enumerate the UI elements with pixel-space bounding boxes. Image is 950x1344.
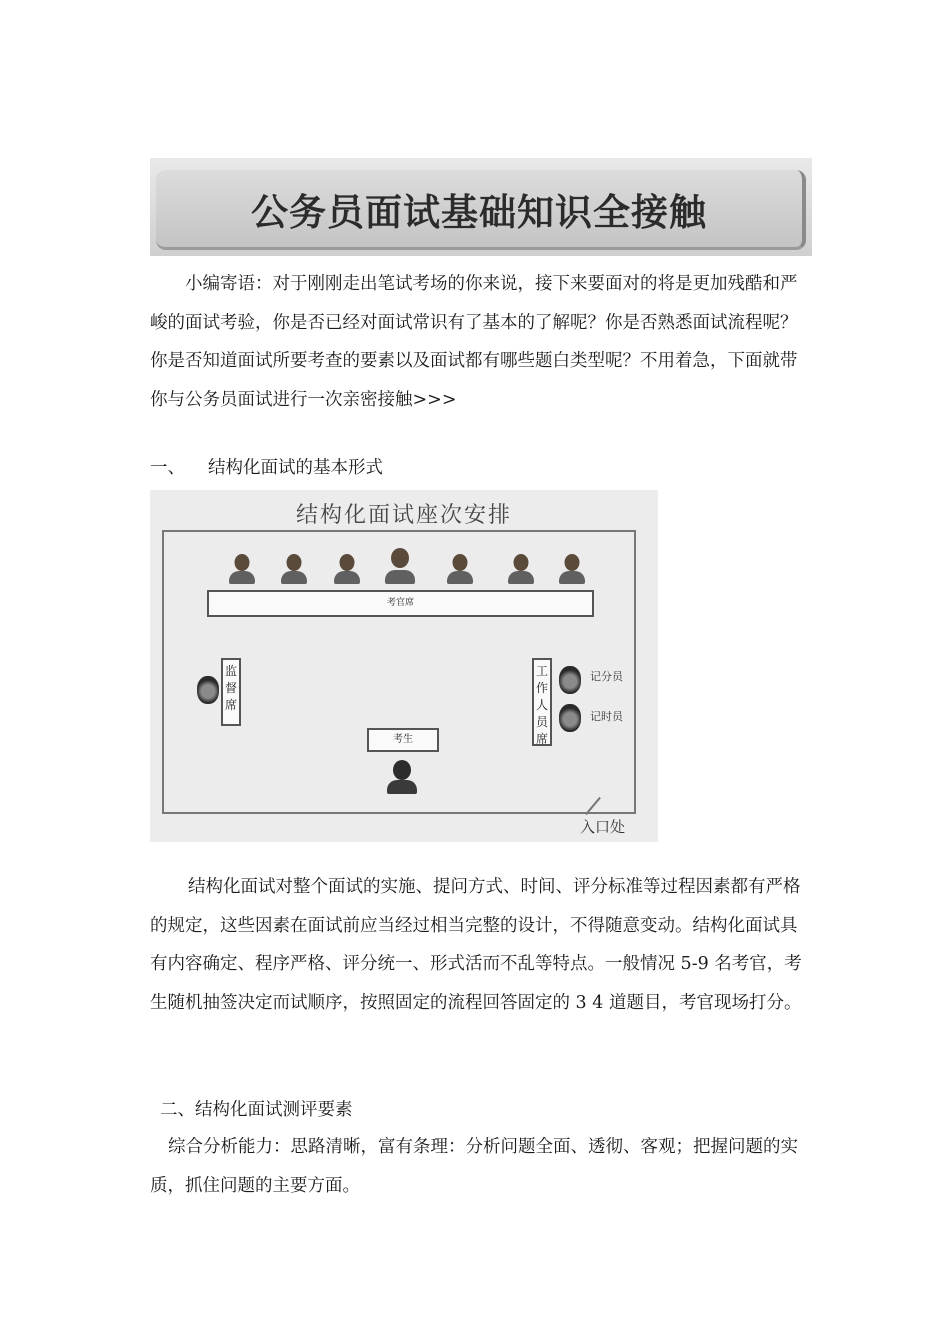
page-title: 公务员面试基础知识全接触 [251,190,707,234]
title-banner [150,158,812,256]
examiner-figure [227,554,257,584]
section-title: 结构化面试的基本形式 [208,458,383,478]
examiner-figure [279,554,309,584]
section-heading-1 [150,453,383,483]
title-banner-plate [156,170,806,250]
supervisor-figure [197,676,219,704]
diagram-title: 结构化面试座次安排 [295,503,512,528]
timer-label: 记时员 [590,710,623,723]
supervisor-desk: 监督席 [221,658,241,726]
examiner-figure [445,554,475,584]
section-heading-2: 二、结构化面试测评要素 [160,1100,353,1120]
scorer-figure [559,666,581,694]
examiner-figure [557,554,587,584]
intro-paragraph: 小编寄语：对于刚刚走出笔试考场的你来说，接下来要面对的将是更加残酷和严峻的面试考验，你是否已经对面试常识有了基本的了解呢？你是否熟悉面试流程呢？你是否知道面试所要考查的要素以及面试都有哪些题白类型呢？不用着急，下面就带你与公务员面试进行一次亲密接触>>> [150,274,798,410]
entrance-label: 入口处 [580,818,626,836]
chief-examiner-figure [382,548,418,584]
scorer-label: 记分员 [590,670,623,683]
structured-interview-paragraph: 结构化面试对整个面试的实施、提问方式、时间、评分标准等过程因素都有严格的规定，这些因素在面试前应当经过相当完整的设计，不得随意变动。结构化面试具有内容确定、程序严格、评分统一、形式活而不乱等特点。一般情况 5-9 名考官，考生随机抽签决定而试顺序，按照固定的流程回答固定的 3 4 道题目，考官现场打分。 [150,877,802,1013]
section-number: 一、 [150,458,185,478]
candidate-desk: 考生 [367,728,439,752]
seating-diagram [150,490,658,842]
analysis-ability-paragraph: 综合分析能力：思路清晰，富有条理：分析问题全面、透彻、客观；把握问题的实质，抓住问题的主要方面。 [150,1137,798,1196]
candidate-figure [384,760,420,794]
staff-desk: 工作人员席 [532,658,552,746]
timer-figure [559,704,581,732]
examiner-figure [506,554,536,584]
examiner-figure [332,554,362,584]
examiner-desk: 考官席 [207,590,594,617]
